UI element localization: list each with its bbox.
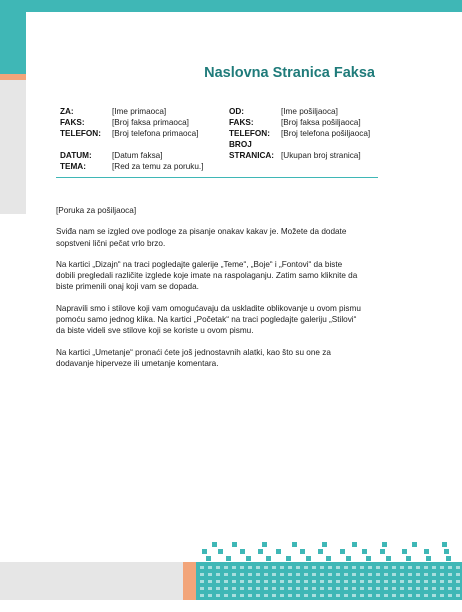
pixel-square [382,542,387,547]
pixel-outline [272,580,276,583]
pixel-outline [288,566,292,569]
pixel-outline [208,566,212,569]
pixel-outline [256,580,260,583]
message-body[interactable] [56,205,362,379]
pixel-outline [240,587,244,590]
pixel-outline [240,594,244,597]
pixel-outline [256,573,260,576]
pixel-outline [424,580,428,583]
pixel-outline [264,587,268,590]
pixel-outline [216,594,220,597]
pixel-outline [456,573,460,576]
pixel-outline [296,566,300,569]
pixel-square [446,556,451,561]
pixel-outline [296,580,300,583]
pixel-square [412,542,417,547]
pixel-outline [408,580,412,583]
pixel-outline [312,580,316,583]
paragraph-2: Na kartici „Dizajn“ na traci pogledajte galerije „Teme“, „Boje“ i „Fontovi“ da biste dobili pregledali različite izglede koje imate na raspolaganju. Zatim samo kliknite da biste primenili onaj koji vam se dopada. [56,259,358,292]
pixel-outline [344,594,348,597]
pixel-outline [416,580,420,583]
pixel-outline [440,594,444,597]
pixel-outline [296,594,300,597]
pixel-outline [352,580,356,583]
pixel-outline [280,594,284,597]
pixel-outline [368,580,372,583]
pixel-square [232,542,237,547]
pixel-square [346,556,351,561]
pixel-outline [344,587,348,590]
pixel-outline [456,587,460,590]
pixel-outline [200,594,204,597]
pixel-outline [288,587,292,590]
pixel-outline [432,566,436,569]
pixel-outline [416,566,420,569]
pixel-square [326,556,331,561]
pixel-outline [360,566,364,569]
pixel-outline [320,573,324,576]
pixel-outline [216,580,220,583]
pixel-outline [216,573,220,576]
pixel-outline [296,573,300,576]
pixel-square [318,549,323,554]
pixel-outline [440,580,444,583]
pixel-outline [368,587,372,590]
pixel-outline [352,587,356,590]
pixel-outline [312,573,316,576]
pixel-outline [392,587,396,590]
pixel-outline [376,587,380,590]
pixel-square [206,556,211,561]
pixel-outline [304,580,308,583]
pixel-outline [352,573,356,576]
pixel-outline [280,580,284,583]
pixel-square [212,542,217,547]
pixel-outline [240,573,244,576]
field-date-value[interactable]: [Datum faksa] [112,151,163,160]
field-date-label: DATUM: [60,151,92,160]
pixel-outline [344,573,348,576]
field-pages-label: BROJ STRANICA: [229,140,275,160]
pixel-outline [440,573,444,576]
pixel-outline [352,566,356,569]
pixel-square [218,549,223,554]
pixel-outline [320,587,324,590]
pixel-outline [208,594,212,597]
pixel-outline [304,587,308,590]
field-to-label: ZA: [60,107,74,116]
field-fax-value[interactable]: [Broj faksa primaoca] [112,118,189,127]
pixel-outline [392,566,396,569]
field-from-value[interactable]: [Ime pošiljaoca] [281,107,338,116]
pixel-outline [328,566,332,569]
pixel-outline [448,566,452,569]
pixel-outline [232,566,236,569]
pixel-outline [344,580,348,583]
pixel-outline [248,566,252,569]
pixel-square [322,542,327,547]
pixel-outline [320,580,324,583]
pixel-outline [344,566,348,569]
pixel-outline [376,580,380,583]
pixel-outline [224,587,228,590]
pixel-outline [416,587,420,590]
pixel-outline [304,566,308,569]
pixel-outline [400,594,404,597]
pixel-square [380,549,385,554]
pixel-square [286,556,291,561]
pixel-square [386,556,391,561]
pixel-outline [336,566,340,569]
pixel-outline [416,594,420,597]
pixel-outline [408,587,412,590]
pixel-outline [416,573,420,576]
pixel-outline [384,566,388,569]
pixel-outline [256,594,260,597]
pixel-outline [280,573,284,576]
pixel-outline [264,573,268,576]
pixel-outline [376,594,380,597]
pixel-outline [448,580,452,583]
pixel-outline [328,594,332,597]
pixel-outline [392,580,396,583]
pixel-square [426,556,431,561]
pixel-square [276,549,281,554]
pixel-outline [328,580,332,583]
pixel-outline [224,580,228,583]
pixel-outline [448,587,452,590]
pixel-outline [392,573,396,576]
pixel-square [366,556,371,561]
pixel-outline [248,573,252,576]
field-fax-label: FAKS: [60,118,85,127]
pixel-outline [432,587,436,590]
pixel-square [340,549,345,554]
pixel-square [266,556,271,561]
pixel-outline [328,587,332,590]
field-sender-phone-label: TELEFON: [229,129,270,138]
pixel-outline [400,566,404,569]
pixel-outline [208,573,212,576]
pixel-outline [264,594,268,597]
message-placeholder: [Poruka za pošiljaoca] [56,206,137,215]
pixel-outline [352,594,356,597]
pixel-square [202,549,207,554]
pixel-square [402,549,407,554]
pixel-outline [200,587,204,590]
pixel-outline [400,573,404,576]
pixel-outline [280,587,284,590]
pixel-outline [312,587,316,590]
pixel-square [306,556,311,561]
pixel-outline [336,580,340,583]
pixel-outline [256,566,260,569]
paragraph-1: Sviđa nam se izgled ove podloge za pisanje onakav kakav je. Možete da dodate sopstveni lični pečat vrlo brzo. [56,227,347,248]
pixel-outline [336,587,340,590]
pixel-outline [320,566,324,569]
pixel-outline [392,594,396,597]
pixel-outline [376,573,380,576]
pixel-outline [200,573,204,576]
pixel-outline [448,594,452,597]
pixel-outline [408,573,412,576]
bottom-orange-strip [183,562,196,600]
pixel-outline [224,573,228,576]
pixel-outline [240,566,244,569]
field-phone-label: TELEFON: [60,129,101,138]
pixel-outline [216,587,220,590]
pixel-square [240,549,245,554]
pixel-square [424,549,429,554]
pixel-outline [408,594,412,597]
pixel-outline [400,587,404,590]
pixel-outline [432,594,436,597]
pixel-outline [368,594,372,597]
pixel-outline [400,580,404,583]
field-to-value[interactable]: [Ime primaoca] [112,107,167,116]
pixel-outline [336,594,340,597]
pixel-outline [280,566,284,569]
pixel-outline [200,580,204,583]
pixel-outline [224,566,228,569]
pixel-square [258,549,263,554]
pixel-outline [208,580,212,583]
pixel-square [406,556,411,561]
pixel-outline [440,587,444,590]
pixel-outline [296,587,300,590]
pixel-outline [424,566,428,569]
field-sender-fax-value[interactable]: [Broj faksa pošiljaoca] [281,118,361,127]
pixel-outline [376,566,380,569]
pixel-outline [248,580,252,583]
pixel-outline [384,587,388,590]
fax-title: Naslovna Stranica Faksa [204,65,375,81]
pixel-outline [304,594,308,597]
pixel-outline [328,573,332,576]
pixel-square [226,556,231,561]
field-phone-value[interactable]: [Broj telefona primaoca] [112,129,199,138]
paragraph-3: Napravili smo i stilove koji vam omogućavaju da uskladite oblikovanje u ovom pismu pomoću samo jednog klika. Na kartici „Početak“ na traci pogledajte galeriju „Stilovi“ da biste videli sve stilove koji se koriste u ovom pismu. [56,303,361,336]
pixel-outline [272,573,276,576]
field-subject-label: TEMA: [60,162,86,171]
pixel-square [292,542,297,547]
pixel-outline [304,573,308,576]
pixel-outline [240,580,244,583]
pixel-outline [336,573,340,576]
pixel-outline [224,594,228,597]
pixel-outline [432,580,436,583]
pixel-outline [248,594,252,597]
pixel-outline [368,573,372,576]
field-sender-phone-value[interactable]: [Broj telefona pošiljaoca] [281,129,371,138]
pixel-square [362,549,367,554]
pixel-outline [272,594,276,597]
pixel-outline [264,566,268,569]
pixel-outline [208,587,212,590]
pixel-outline [288,580,292,583]
pixel-outline [232,587,236,590]
pixel-outline [424,573,428,576]
pixel-outline [232,594,236,597]
pixel-outline [360,573,364,576]
pixel-outline [360,594,364,597]
pixel-outline [448,573,452,576]
pixel-outline [456,566,460,569]
pixel-outline [360,580,364,583]
pixel-outline [368,566,372,569]
pixel-outline [424,594,428,597]
pixel-outline [384,573,388,576]
pixel-outline [272,587,276,590]
paragraph-4: Na kartici „Umetanje“ pronaći ćete još jednostavnih alatki, kao što su one za dodavanje hiperveze ili umetanje komentara. [56,347,331,368]
left-grey-strip [0,80,26,214]
pixel-outline [408,566,412,569]
field-from-label: OD: [229,107,245,116]
pixel-outline [288,594,292,597]
pixel-outline [320,594,324,597]
pixel-outline [384,580,388,583]
pixel-outline [256,587,260,590]
pixel-outline [424,587,428,590]
pixel-square [246,556,251,561]
pixel-outline [272,566,276,569]
pixel-outline [248,587,252,590]
pixel-outline [360,587,364,590]
pixel-outline [288,573,292,576]
pixel-outline [312,566,316,569]
pixel-square [262,542,267,547]
divider-line [56,177,378,178]
pixel-outline [216,566,220,569]
pixel-square [442,542,447,547]
pixel-outline [456,594,460,597]
pixel-outline [200,566,204,569]
pixel-outline [232,573,236,576]
pixel-square [352,542,357,547]
field-subject-value[interactable]: [Red za temu za poruku.] [112,162,204,171]
field-pages-value[interactable]: [Ukupan broj stranica] [281,151,361,160]
pixel-outline [440,566,444,569]
pixel-outline [312,594,316,597]
pixel-outline [232,580,236,583]
pixel-outline [432,573,436,576]
pixel-outline [456,580,460,583]
field-sender-fax-label: FAKS: [229,118,254,127]
pixel-square [444,549,449,554]
pixel-outline [384,594,388,597]
pixel-outline [264,580,268,583]
pixel-square [300,549,305,554]
